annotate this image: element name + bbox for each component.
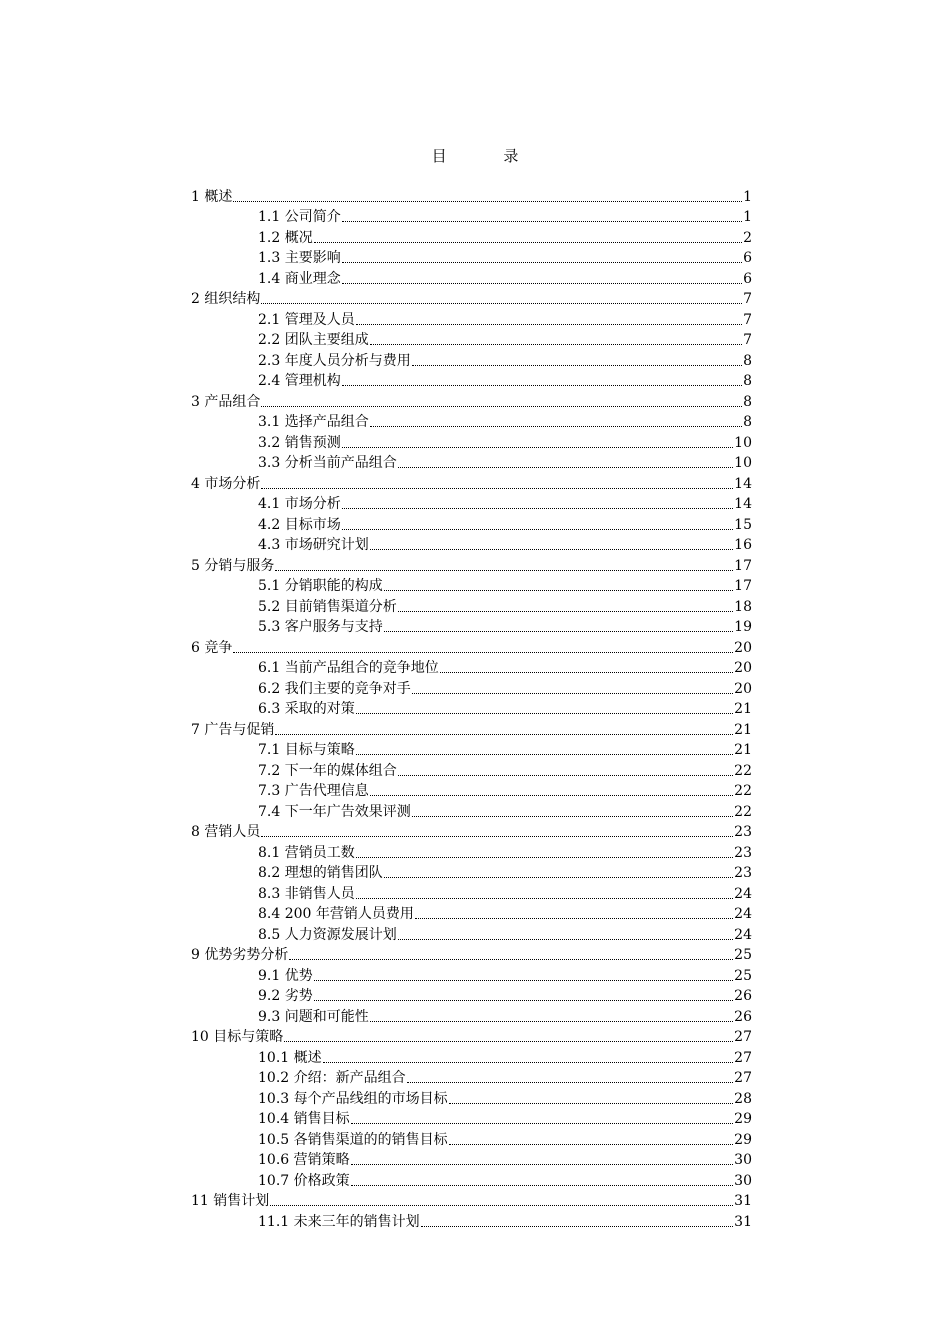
toc-entry-label: 7.1 目标与策略 — [258, 742, 355, 758]
toc-entry-label: 10.4 销售目标 — [258, 1111, 350, 1127]
toc-entry-label: 10.5 各销售渠道的的销售目标 — [258, 1131, 448, 1148]
toc-page-number: 27 — [734, 1029, 752, 1045]
toc-page-number: 21 — [734, 742, 752, 758]
toc-section-entry[interactable] — [191, 1045, 752, 1066]
toc-page-number: 21 — [734, 721, 752, 738]
toc-dot-leader — [275, 570, 733, 571]
toc-section-entry[interactable] — [191, 594, 752, 615]
toc-section-entry[interactable] — [191, 1148, 752, 1169]
toc-dot-leader — [261, 406, 742, 407]
toc-dot-leader — [370, 549, 733, 550]
toc-page-number: 29 — [734, 1111, 752, 1127]
toc-entry-label: 10.6 营销策略 — [258, 1152, 350, 1168]
toc-entry-label: 7 广告与促销 — [191, 721, 275, 738]
toc-entry-label: 5.3 客户服务与支持 — [258, 619, 383, 635]
toc-dot-leader — [398, 611, 733, 612]
toc-entry-label: 1 概述 — [191, 188, 233, 205]
toc-section-entry[interactable] — [191, 1209, 752, 1230]
toc-page-number: 7 — [743, 291, 752, 307]
toc-section-entry[interactable] — [191, 574, 752, 595]
toc-dot-leader — [284, 1041, 733, 1042]
toc-page-number: 7 — [743, 311, 752, 328]
toc-entry-label: 10.1 概述 — [258, 1049, 322, 1066]
toc-page-number: 23 — [734, 824, 752, 840]
toc-entry-label: 4.2 目标市场 — [258, 516, 341, 533]
toc-dot-leader — [342, 262, 742, 263]
toc-entry-label: 3 产品组合 — [191, 393, 261, 410]
toc-page-number: 18 — [734, 598, 752, 615]
toc-section-entry[interactable] — [191, 1066, 752, 1087]
toc-page-number: 14 — [734, 496, 752, 512]
toc-section-entry[interactable] — [191, 799, 752, 820]
toc-entry-label: 11.1 未来三年的销售计划 — [258, 1213, 420, 1230]
toc-dot-leader — [356, 898, 733, 899]
toc-entry-label: 3.3 分析当前产品组合 — [258, 455, 397, 471]
toc-section-entry[interactable] — [191, 369, 752, 390]
toc-page-number: 22 — [734, 762, 752, 779]
toc-entry-label: 4.1 市场分析 — [258, 496, 341, 512]
toc-entry-label: 9.3 问题和可能性 — [258, 1008, 369, 1025]
toc-dot-leader — [233, 201, 742, 202]
toc-dot-leader — [342, 283, 742, 284]
toc-dot-leader — [398, 775, 733, 776]
toc-dot-leader — [270, 1205, 733, 1206]
toc-dot-leader — [261, 836, 733, 837]
toc-page-number: 10 — [734, 434, 752, 451]
toc-section-entry[interactable] — [191, 307, 752, 328]
toc-chapter-entry[interactable] — [191, 184, 752, 205]
toc-page-number: 25 — [734, 967, 752, 984]
toc-entry-label: 8.2 理想的销售团队 — [258, 865, 383, 881]
toc-section-entry[interactable] — [191, 615, 752, 636]
toc-page-number: 20 — [734, 639, 752, 656]
toc-entry-label: 6.1 当前产品组合的竞争地位 — [258, 660, 439, 676]
toc-page-number: 8 — [743, 414, 752, 430]
toc-section-entry[interactable] — [191, 922, 752, 943]
toc-dot-leader — [384, 877, 733, 878]
toc-page-number: 30 — [734, 1152, 752, 1168]
toc-dot-leader — [356, 713, 733, 714]
toc-section-entry[interactable] — [191, 533, 752, 554]
toc-entry-label: 5.1 分销职能的构成 — [258, 578, 383, 594]
toc-page-number: 29 — [734, 1131, 752, 1148]
toc-chapter-entry[interactable] — [191, 1189, 752, 1210]
toc-section-entry[interactable] — [191, 430, 752, 451]
toc-dot-leader — [323, 1062, 734, 1063]
toc-page-number: 8 — [743, 352, 752, 369]
toc-page-number: 6 — [743, 270, 752, 287]
toc-dot-leader — [342, 385, 742, 386]
toc-section-entry[interactable] — [191, 963, 752, 984]
toc-entry-label: 5 分销与服务 — [191, 557, 275, 574]
toc-entry-label: 7.4 下一年广告效果评测 — [258, 803, 411, 820]
toc-entry-label: 8.4 200 年营销人员费用 — [258, 906, 414, 922]
toc-entry-label: 2 组织结构 — [191, 291, 261, 307]
toc-page-number: 22 — [734, 783, 752, 799]
toc-entry-label: 8.5 人力资源发展计划 — [258, 926, 397, 943]
toc-dot-leader — [351, 1123, 734, 1124]
toc-section-entry[interactable] — [191, 225, 752, 246]
toc-dot-leader — [449, 1144, 734, 1145]
toc-section-entry[interactable] — [191, 758, 752, 779]
toc-dot-leader — [356, 324, 742, 325]
toc-dot-leader — [314, 980, 733, 981]
toc-page-number: 17 — [734, 578, 752, 594]
toc-entry-label: 5.2 目前销售渠道分析 — [258, 598, 397, 615]
toc-dot-leader — [342, 529, 733, 530]
toc-entry-label: 8 营销人员 — [191, 824, 261, 840]
toc-dot-leader — [421, 1226, 734, 1227]
toc-section-entry[interactable] — [191, 328, 752, 349]
toc-page-number: 15 — [734, 516, 752, 533]
toc-section-entry[interactable] — [191, 881, 752, 902]
toc-entry-label: 10.7 价格政策 — [258, 1172, 350, 1189]
toc-section-entry[interactable] — [191, 1086, 752, 1107]
toc-dot-leader — [412, 365, 742, 366]
toc-page-number: 19 — [734, 619, 752, 635]
toc-dot-leader — [342, 447, 733, 448]
toc-page-number: 1 — [743, 188, 752, 205]
toc-dot-leader — [275, 734, 733, 735]
toc-dot-leader — [440, 672, 733, 673]
toc-page-number: 31 — [734, 1213, 752, 1230]
toc-section-entry[interactable] — [191, 492, 752, 513]
toc-page-number: 8 — [743, 393, 752, 410]
toc-dot-leader — [412, 693, 733, 694]
toc-section-entry[interactable] — [191, 676, 752, 697]
toc-chapter-entry[interactable] — [191, 1025, 752, 1046]
toc-page-number: 26 — [734, 988, 752, 1004]
toc-section-entry[interactable] — [191, 1004, 752, 1025]
toc-chapter-entry[interactable] — [191, 635, 752, 656]
toc-section-entry[interactable] — [191, 348, 752, 369]
toc-dot-leader — [370, 344, 742, 345]
toc-entry-label: 4.3 市场研究计划 — [258, 537, 369, 553]
toc-entry-label: 10.2 介绍：新产品组合 — [258, 1070, 406, 1086]
toc-dot-leader — [289, 959, 733, 960]
toc-page-number: 24 — [734, 885, 752, 902]
toc-dot-leader — [370, 426, 742, 427]
toc-entry-label: 3.1 选择产品组合 — [258, 414, 369, 430]
toc-page-number: 20 — [734, 660, 752, 676]
toc-dot-leader — [356, 857, 733, 858]
toc-entry-label: 7.3 广告代理信息 — [258, 783, 369, 799]
toc-page-number: 2 — [743, 229, 752, 246]
toc-dot-leader — [370, 1021, 733, 1022]
toc-dot-leader — [314, 1000, 733, 1001]
toc-page-number: 24 — [734, 906, 752, 922]
toc-entry-label: 2.4 管理机构 — [258, 373, 341, 389]
toc-dot-leader — [384, 631, 733, 632]
toc-page-number: 23 — [734, 865, 752, 881]
toc-chapter-entry[interactable] — [191, 943, 752, 964]
toc-title: 目 录 — [431, 147, 545, 165]
toc-entry-label: 2.2 团队主要组成 — [258, 332, 369, 348]
toc-chapter-entry[interactable] — [191, 389, 752, 410]
toc-page-number: 10 — [734, 455, 752, 471]
toc-page-number: 16 — [734, 537, 752, 553]
toc-section-entry[interactable] — [191, 840, 752, 861]
toc-chapter-entry[interactable] — [191, 717, 752, 738]
toc-dot-leader — [415, 918, 733, 919]
toc-dot-leader — [398, 467, 733, 468]
toc-entry-label: 6.2 我们主要的竞争对手 — [258, 680, 411, 697]
toc-section-entry[interactable] — [191, 512, 752, 533]
toc-section-entry[interactable] — [191, 902, 752, 923]
toc-section-entry[interactable] — [191, 1127, 752, 1148]
toc-entry-label: 1.3 主要影响 — [258, 250, 341, 266]
toc-page-number: 21 — [734, 701, 752, 717]
toc-entry-label: 11 销售计划 — [191, 1193, 270, 1209]
toc-chapter-entry[interactable] — [191, 471, 752, 492]
toc-page-number: 22 — [734, 803, 752, 820]
toc-entry-label: 9 优势劣势分析 — [191, 947, 289, 963]
toc-entry-label: 6.3 采取的对策 — [258, 701, 355, 717]
toc-page-number: 6 — [743, 250, 752, 266]
toc-page-number: 30 — [734, 1172, 752, 1189]
toc-section-entry[interactable] — [191, 697, 752, 718]
toc-entry-label: 6 竞争 — [191, 639, 233, 656]
toc-page-number: 28 — [734, 1090, 752, 1107]
toc-entry-label: 8.1 营销员工数 — [258, 844, 355, 861]
toc-entry-label: 2.1 管理及人员 — [258, 311, 355, 328]
toc-dot-leader — [412, 816, 733, 817]
toc-page-number: 14 — [734, 475, 752, 492]
toc-entry-label: 8.3 非销售人员 — [258, 885, 355, 902]
toc-entry-label: 1.2 概况 — [258, 229, 313, 246]
toc-page-number: 26 — [734, 1008, 752, 1025]
toc-dot-leader — [314, 242, 742, 243]
toc-page-number: 23 — [734, 844, 752, 861]
toc-section-entry[interactable] — [191, 984, 752, 1005]
toc-page-number: 8 — [743, 373, 752, 389]
toc-chapter-entry[interactable] — [191, 820, 752, 841]
toc-page-number: 24 — [734, 926, 752, 943]
toc-section-entry[interactable] — [191, 656, 752, 677]
toc-entry-label: 2.3 年度人员分析与费用 — [258, 352, 411, 369]
toc-section-entry[interactable] — [191, 205, 752, 226]
toc-dot-leader — [261, 488, 733, 489]
toc-dot-leader — [398, 939, 733, 940]
toc-entry-label: 4 市场分析 — [191, 475, 261, 492]
toc-dot-leader — [370, 795, 733, 796]
toc-section-entry[interactable] — [191, 246, 752, 267]
toc-dot-leader — [356, 754, 733, 755]
toc-page-number: 20 — [734, 680, 752, 697]
toc-entry-label: 10.3 每个产品线组的市场目标 — [258, 1090, 448, 1107]
toc-section-entry[interactable] — [191, 1107, 752, 1128]
toc-entry-label: 3.2 销售预测 — [258, 434, 341, 451]
toc-dot-leader — [342, 508, 733, 509]
toc-section-entry[interactable] — [191, 861, 752, 882]
toc-section-entry[interactable] — [191, 410, 752, 431]
toc-page-number: 1 — [743, 209, 752, 225]
toc-section-entry[interactable] — [191, 451, 752, 472]
toc-page-number: 27 — [734, 1049, 752, 1066]
toc-entry-label: 10 目标与策略 — [191, 1029, 284, 1045]
toc-entry-label: 9.2 劣势 — [258, 988, 313, 1004]
toc-chapter-entry[interactable] — [191, 287, 752, 308]
toc-dot-leader — [384, 590, 733, 591]
toc-page-number: 27 — [734, 1070, 752, 1086]
toc-dot-leader — [342, 221, 742, 222]
toc-page-number: 7 — [743, 332, 752, 348]
toc-entry-label: 7.2 下一年的媒体组合 — [258, 762, 397, 779]
toc-entry-label: 1.1 公司简介 — [258, 209, 341, 225]
toc-list — [191, 184, 752, 1230]
toc-dot-leader — [407, 1082, 734, 1083]
toc-page-number: 31 — [734, 1193, 752, 1209]
toc-entry-label: 1.4 商业理念 — [258, 270, 341, 287]
toc-page-number: 25 — [734, 947, 752, 963]
toc-dot-leader — [261, 303, 742, 304]
toc-section-entry[interactable] — [191, 1168, 752, 1189]
toc-page-number: 17 — [734, 557, 752, 574]
toc-entry-label: 9.1 优势 — [258, 967, 313, 984]
toc-dot-leader — [233, 652, 733, 653]
toc-dot-leader — [449, 1103, 734, 1104]
toc-dot-leader — [351, 1185, 734, 1186]
toc-chapter-entry[interactable] — [191, 553, 752, 574]
toc-section-entry[interactable] — [191, 738, 752, 759]
toc-section-entry[interactable] — [191, 266, 752, 287]
toc-section-entry[interactable] — [191, 779, 752, 800]
toc-dot-leader — [351, 1164, 734, 1165]
